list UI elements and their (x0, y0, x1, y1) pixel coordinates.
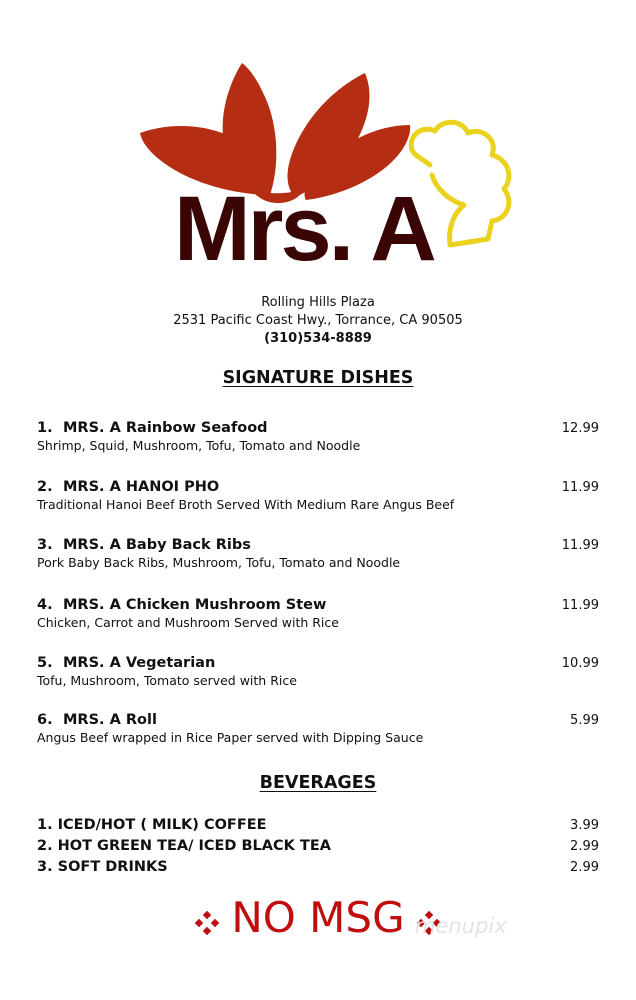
item-name: 2. MRS. A HANOI PHO (37, 479, 220, 495)
menu-item (37, 712, 599, 745)
menu-item (37, 479, 599, 512)
item-price: 10.99 (561, 656, 599, 671)
item-number: 2. (37, 479, 53, 495)
beverage-price: 3.99 (570, 818, 599, 833)
logo (130, 55, 530, 290)
beverages-title: BEVERAGES (259, 773, 377, 793)
item-number: 1. (37, 420, 53, 436)
no-msg-notice (0, 893, 636, 946)
menu-item (37, 537, 599, 570)
item-number: 3. (37, 537, 53, 553)
phone-number: (310)534-8889 (264, 331, 372, 346)
item-description: Traditional Hanoi Beef Broth Served With Medium Rare Angus Beef (37, 497, 455, 512)
item-description: Pork Baby Back Ribs, Mushroom, Tofu, Tomato and Noodle (37, 555, 401, 570)
item-description: Angus Beef wrapped in Rice Paper served with Dipping Sauce (37, 730, 424, 745)
item-description: Shrimp, Squid, Mushroom, Tofu, Tomato and Noodle (37, 438, 361, 453)
item-number: 4. (37, 597, 53, 613)
beverage-name: 3. SOFT DRINKS (37, 859, 168, 875)
menu-item (37, 420, 599, 453)
item-number: 6. (37, 712, 53, 728)
beverage-price: 2.99 (570, 839, 599, 854)
watermark: menupix (415, 914, 507, 938)
item-price: 11.99 (561, 538, 599, 553)
item-name: 1. MRS. A Rainbow Seafood (37, 420, 268, 436)
address-block (0, 294, 636, 348)
item-name: 6. MRS. A Roll (37, 712, 157, 728)
item-description: Tofu, Mushroom, Tomato served with Rice (37, 673, 297, 688)
diamond-ornament-icon (195, 896, 219, 946)
logo-text: Mrs. A (174, 178, 434, 280)
menu-item (37, 597, 599, 630)
address-plaza: Rolling Hills Plaza (261, 295, 375, 310)
beverage-item (37, 859, 599, 875)
item-name: 3. MRS. A Baby Back Ribs (37, 537, 251, 553)
beverage-name: 1. ICED/HOT ( MILK) COFFEE (37, 817, 267, 833)
no-msg-text: NO MSG (231, 893, 405, 942)
item-price: 5.99 (570, 713, 599, 728)
item-name: 5. MRS. A Vegetarian (37, 655, 216, 671)
item-price: 11.99 (561, 598, 599, 613)
item-description: Chicken, Carrot and Mushroom Served with Rice (37, 615, 339, 630)
item-price: 12.99 (561, 421, 599, 436)
address-street: 2531 Pacific Coast Hwy., Torrance, CA 90505 (173, 313, 463, 328)
beverage-name: 2. HOT GREEN TEA/ ICED BLACK TEA (37, 838, 331, 854)
item-price: 11.99 (561, 480, 599, 495)
item-number: 5. (37, 655, 53, 671)
signature-dishes-title: SIGNATURE DISHES (222, 368, 414, 388)
menu-item (37, 655, 599, 688)
beverage-item (37, 838, 599, 854)
beverage-item (37, 817, 599, 833)
item-name: 4. MRS. A Chicken Mushroom Stew (37, 597, 327, 613)
beverage-price: 2.99 (570, 860, 599, 875)
